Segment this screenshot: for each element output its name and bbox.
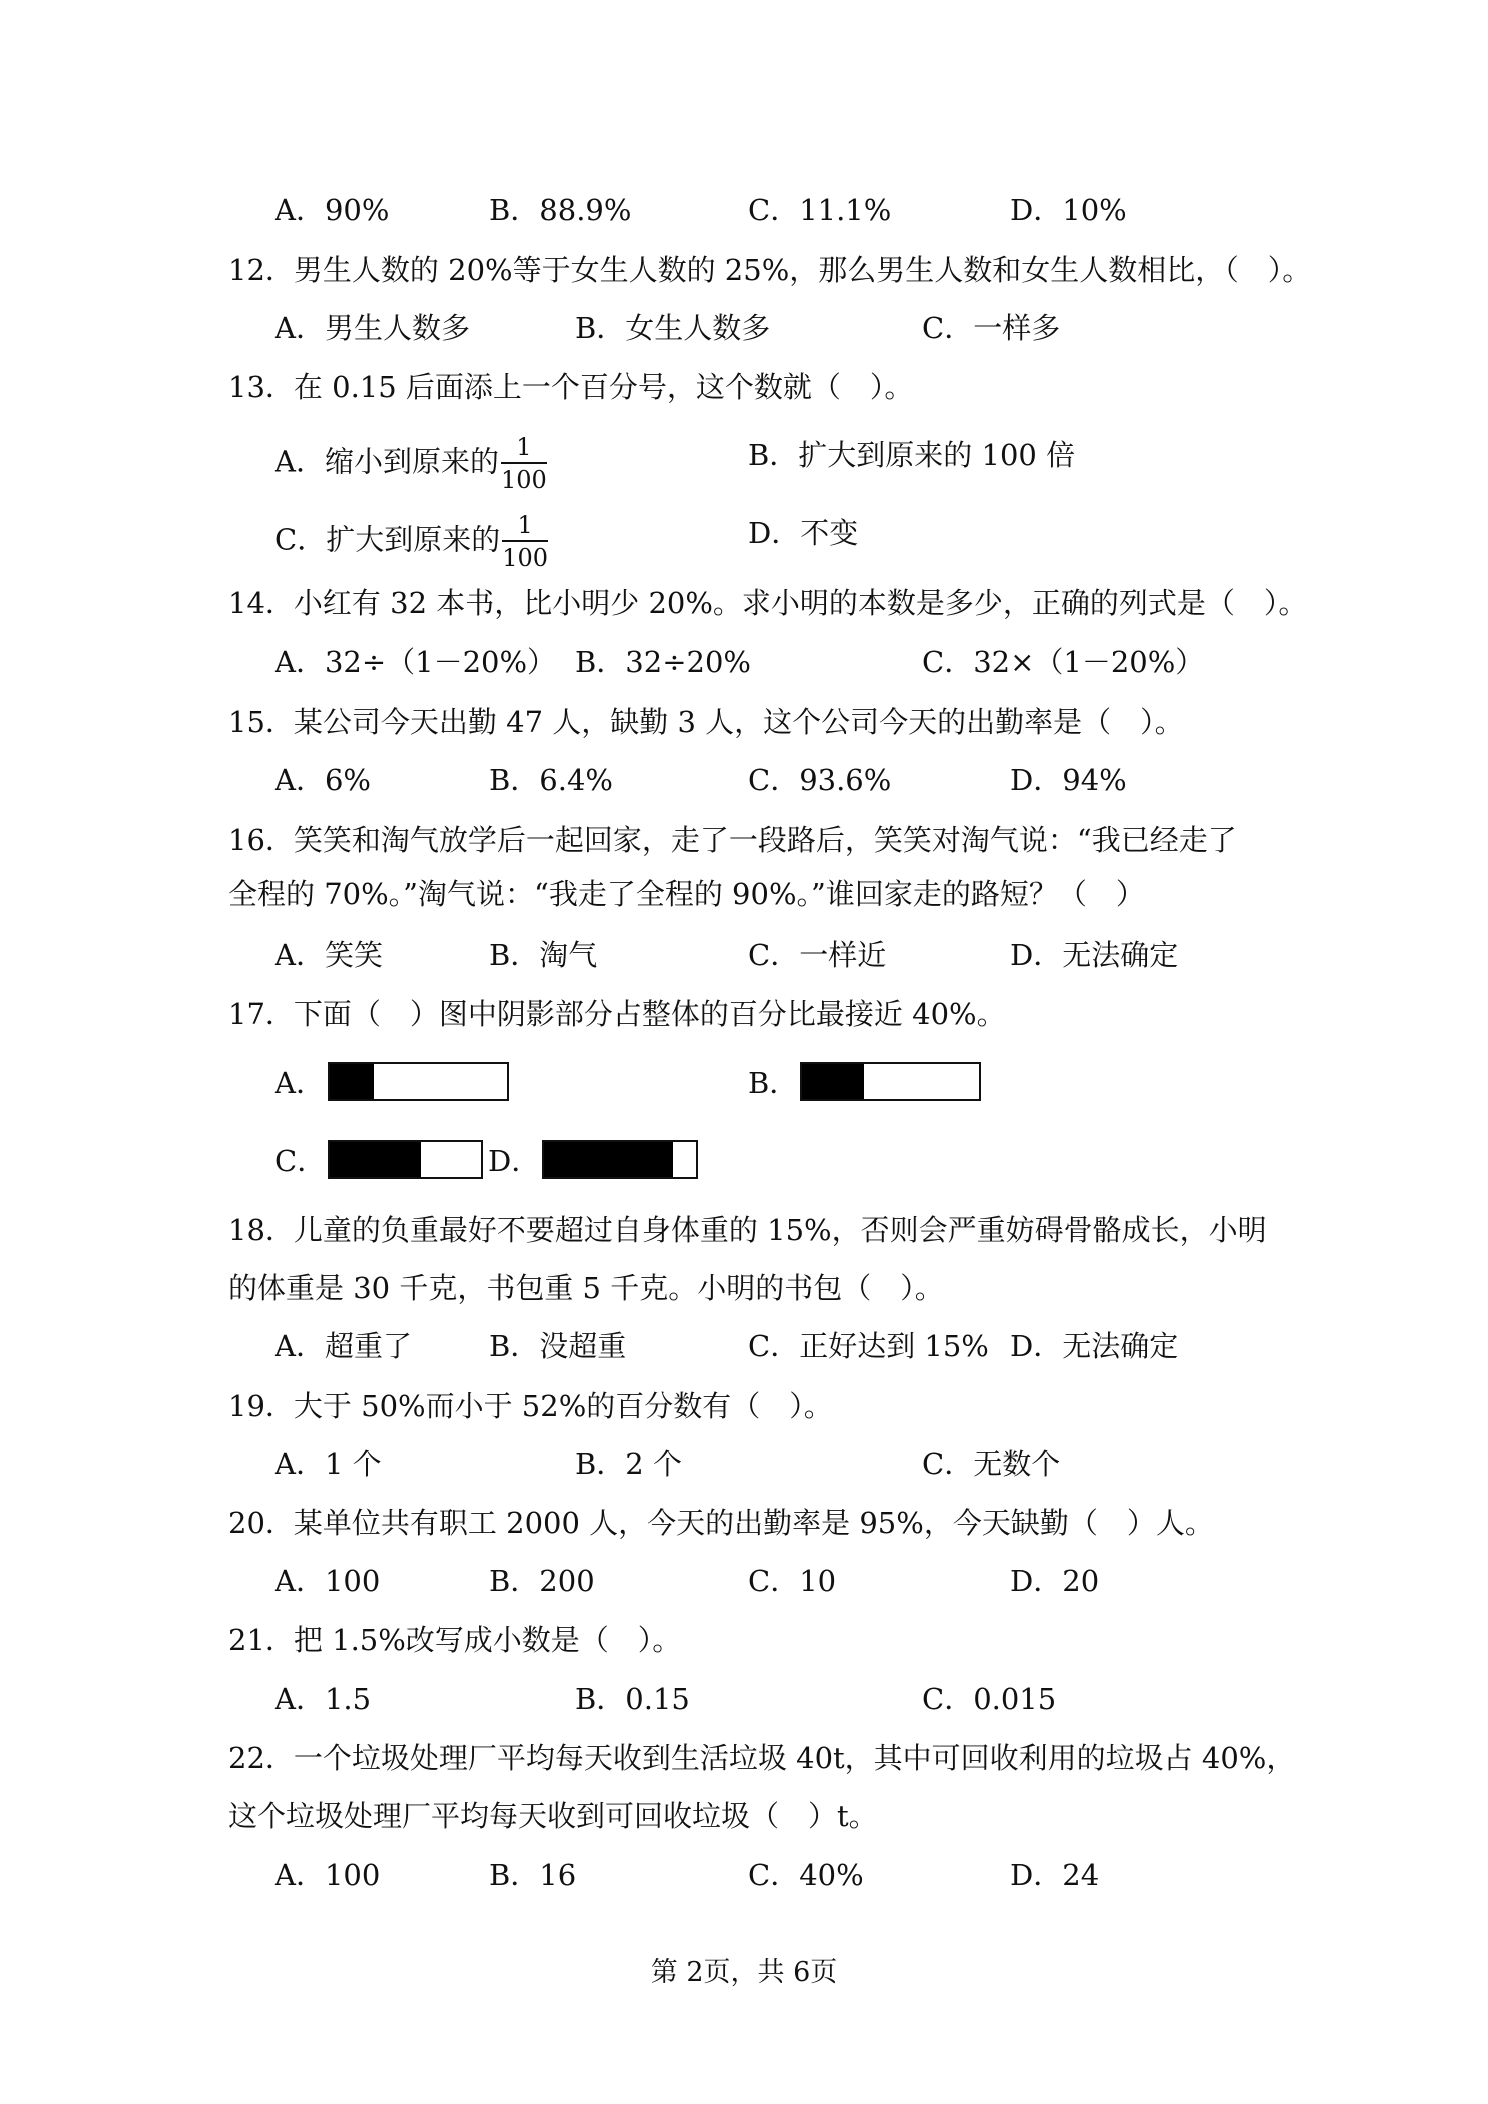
- question-14-text: 14．小红有 32 本书，比小明少 20%。求小明的本数是多少，正确的列式是（ ）。: [228, 586, 1308, 620]
- q21-option-c: C．0.015: [922, 1682, 1057, 1716]
- q11-option-d: D．10%: [1010, 193, 1127, 227]
- q19-option-c: C．无数个: [922, 1447, 1061, 1481]
- q17-bar-d-shade: [544, 1142, 673, 1177]
- question-19-text: 19．大于 50%而小于 52%的百分数有（ ）。: [228, 1389, 833, 1423]
- q22-option-d: D．24: [1010, 1858, 1100, 1892]
- q18-option-b: B．没超重: [489, 1329, 627, 1363]
- question-16-text-2: 全程的 70%。”淘气说：“我走了全程的 90%。”谁回家走的路短？（ ）: [228, 877, 1145, 911]
- q17-bar-d: [542, 1140, 698, 1179]
- q14-option-c: C．32×（1－20%）: [922, 645, 1205, 679]
- q14-option-a: A．32÷（1－20%）: [275, 645, 557, 679]
- q13-option-b: B．扩大到原来的 100 倍: [748, 438, 1076, 472]
- question-17-text: 17．下面（ ）图中阴影部分占整体的百分比最接近 40%。: [228, 997, 1006, 1031]
- q13-option-c-text: C．扩大到原来的: [275, 522, 501, 557]
- fraction-1-100: [501, 435, 547, 492]
- q20-option-b: B．200: [489, 1564, 595, 1598]
- question-12-text: 12．男生人数的 20%等于女生人数的 25%，那么男生人数和女生人数相比，（ ）。: [228, 253, 1312, 287]
- question-21-text: 21．把 1.5%改写成小数是（ ）。: [228, 1623, 682, 1657]
- q17-bar-c: [328, 1140, 483, 1179]
- q22-option-b: B．16: [489, 1858, 577, 1892]
- q16-option-a: A．笑笑: [275, 938, 383, 972]
- q15-option-d: D．94%: [1010, 763, 1127, 797]
- question-15-text: 15．某公司今天出勤 47 人，缺勤 3 人，这个公司今天的出勤率是（ ）。: [228, 705, 1184, 739]
- q14-option-b: B．32÷20%: [575, 645, 751, 679]
- fraction-numerator: 1: [502, 513, 548, 542]
- question-22-text-2: 这个垃圾处理厂平均每天收到可回收垃圾（ ）t。: [228, 1799, 878, 1833]
- q15-option-b: B．6.4%: [489, 763, 613, 797]
- q11-option-a: A．90%: [275, 193, 390, 227]
- fraction-numerator: 1: [501, 435, 547, 464]
- q16-option-d: D．无法确定: [1010, 938, 1179, 972]
- q18-option-c: C．正好达到 15%: [748, 1329, 989, 1363]
- q12-option-a: A．男生人数多: [275, 311, 470, 345]
- q21-option-a: A．1.5: [275, 1682, 372, 1716]
- q17-bar-b: [800, 1062, 981, 1101]
- q20-option-a: A．100: [275, 1564, 381, 1598]
- q16-option-b: B．淘气: [489, 938, 598, 972]
- q17-option-a: A．: [275, 1066, 325, 1100]
- q15-option-c: C．93.6%: [748, 763, 892, 797]
- fraction-1-100: [502, 513, 548, 570]
- q22-option-c: C．40%: [748, 1858, 864, 1892]
- fraction-denominator: 100: [502, 544, 549, 572]
- q17-option-d: D．: [488, 1144, 541, 1178]
- q19-option-b: B．2 个: [575, 1447, 682, 1481]
- question-13-text: 13．在 0.15 后面添上一个百分号，这个数就（ ）。: [228, 370, 914, 404]
- page-footer: 第 2页，共 6页: [650, 1957, 838, 1988]
- question-18-text-2: 的体重是 30 千克，书包重 5 千克。小明的书包（ ）。: [228, 1271, 944, 1305]
- q17-option-c: C．: [275, 1144, 327, 1178]
- q21-option-b: B．0.15: [575, 1682, 690, 1716]
- q13-option-a: [275, 435, 547, 492]
- question-16-text-1: 16．笑笑和淘气放学后一起回家，走了一段路后，笑笑对淘气说：“我已经走了: [228, 823, 1237, 857]
- q15-option-a: A．6%: [275, 763, 371, 797]
- q16-option-c: C．一样近: [748, 938, 887, 972]
- question-22-text-1: 22．一个垃圾处理厂平均每天收到生活垃圾 40t，其中可回收利用的垃圾占 40%，: [228, 1741, 1296, 1775]
- q17-bar-b-shade: [802, 1064, 864, 1099]
- question-18-text-1: 18．儿童的负重最好不要超过自身体重的 15%，否则会严重妨碍骨骼成长，小明: [228, 1213, 1267, 1247]
- fraction-denominator: 100: [500, 466, 547, 494]
- q13-option-c: [275, 513, 548, 570]
- question-20-text: 20．某单位共有职工 2000 人，今天的出勤率是 95%，今天缺勤（ ）人。: [228, 1506, 1214, 1540]
- q22-option-a: A．100: [275, 1858, 381, 1892]
- q13-option-a-text: A．缩小到原来的: [275, 444, 499, 479]
- q18-option-a: A．超重了: [275, 1329, 412, 1363]
- q20-option-d: D．20: [1010, 1564, 1100, 1598]
- q11-option-c: C．11.1%: [748, 193, 892, 227]
- q19-option-a: A．1 个: [275, 1447, 382, 1481]
- q12-option-c: C．一样多: [922, 311, 1061, 345]
- q17-bar-a: [328, 1062, 509, 1101]
- q11-option-b: B．88.9%: [489, 193, 632, 227]
- q13-option-d: D．不变: [748, 516, 859, 550]
- q17-option-b: B．: [748, 1066, 799, 1100]
- q18-option-d: D．无法确定: [1010, 1329, 1179, 1363]
- q17-bar-a-shade: [330, 1064, 374, 1099]
- q20-option-c: C．10: [748, 1564, 837, 1598]
- q17-bar-c-shade: [330, 1142, 421, 1177]
- q12-option-b: B．女生人数多: [575, 311, 771, 345]
